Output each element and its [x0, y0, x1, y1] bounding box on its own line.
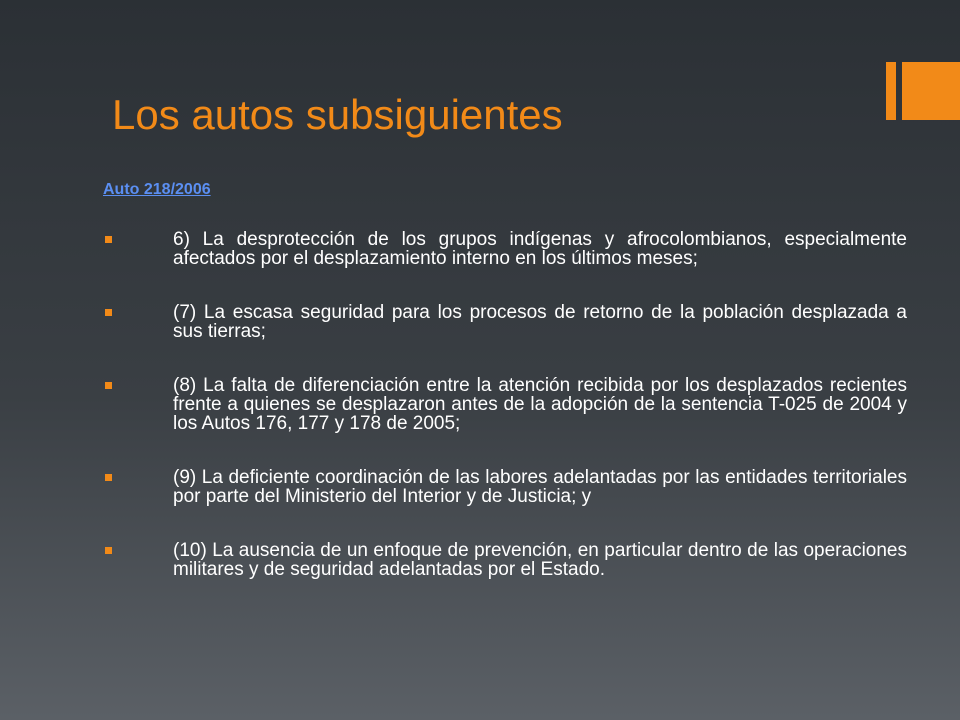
list-item-text: (7) La escasa seguridad para los procesos de retorno de la población desplazada a sus tierras;: [173, 302, 907, 342]
bullet-icon: [105, 382, 112, 389]
bullet-icon: [105, 309, 112, 316]
decorative-square: [902, 62, 960, 120]
decorative-bar: [886, 62, 896, 120]
list-item-text: (9) La deficiente coordinación de las labores adelantadas por las entidades territoriales por parte del Ministerio del Interior y de Justicia; y: [173, 467, 907, 507]
list-item-text: (10) La ausencia de un enfoque de prevención, en particular dentro de las operaciones militares y de seguridad adelantadas por el Estado.: [173, 540, 907, 580]
list-item: [103, 376, 907, 433]
list-item-text: (8) La falta de diferenciación entre la atención recibida por los desplazados recientes frente a quienes se desplazaron antes de la adopción de la sentencia T-025 de 2004 y los Autos 176, 177 y 178 de 2005;: [173, 375, 907, 434]
bullet-list: [103, 230, 907, 579]
bullet-icon: [105, 474, 112, 481]
auto-link[interactable]: Auto 218/2006: [103, 181, 211, 198]
bullet-icon: [105, 547, 112, 554]
list-item: [103, 541, 907, 579]
list-item-text: 6) La desprotección de los grupos indígenas y afrocolombianos, especialmente afectados por el desplazamiento interno en los últimos meses;: [173, 229, 907, 269]
list-item: [103, 230, 907, 268]
slide-title: Los autos subsiguientes: [112, 91, 563, 138]
list-item: [103, 468, 907, 506]
list-item: [103, 303, 907, 341]
bullet-icon: [105, 236, 112, 243]
